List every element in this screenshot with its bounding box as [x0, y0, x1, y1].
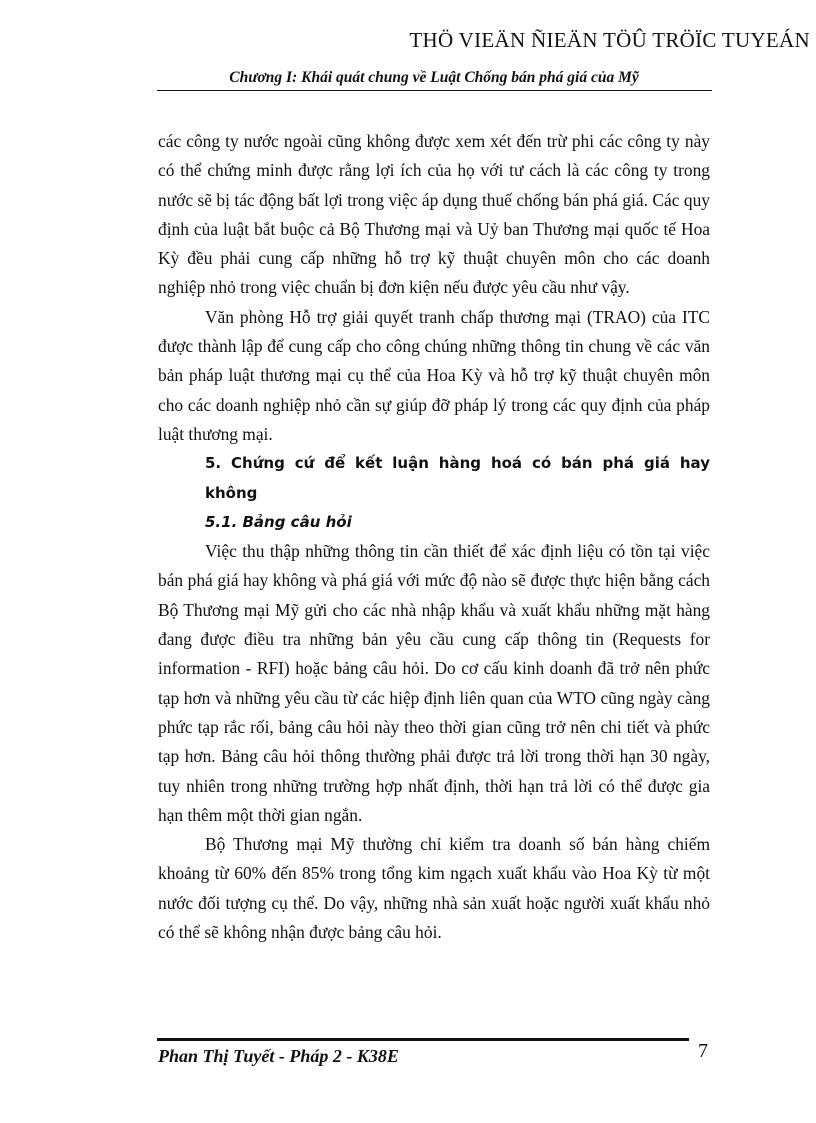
subsection-heading: 5.1. Bảng câu hỏi [205, 512, 352, 531]
paragraph-trao: Văn phòng Hỗ trợ giải quyết tranh chấp thương mại (TRAO) của ITC được thành lập để cung cấp cho công chúng những thông tin chung về các văn bản pháp luật thương mại cụ thể của Hoa Kỳ và hỗ trợ kỹ thuật chuyên môn cho các doanh nghiệp nhỏ cần sự giúp đỡ pháp lý trong các quy định của pháp luật thương mại. [158, 306, 710, 444]
header-divider [157, 90, 712, 91]
footer-divider [157, 1038, 689, 1041]
footer-author: Phan Thị Tuyết - Pháp 2 - K38E [158, 1046, 399, 1066]
section-heading: 5. Chứng cứ để kết luận hàng hoá có bán phá giá hay không [205, 454, 710, 502]
paragraph-continuation: các công ty nước ngoài cũng không được xem xét đến trừ phi các công ty này có thể chứng minh được rằng lợi ích của họ với tư cách là các công ty trong nước sẽ bị tác động bất lợi trong việc áp dụng thuế chống bán phá giá. Các quy định của luật bắt buộc cả Bộ Thương mại và Uỷ ban Thương mại quốc tế Hoa Kỳ đều phải cung cấp những hỗ trợ kỹ thuật chuyên môn cho các doanh nghiệp nhỏ trong việc chuẩn bị đơn kiện nếu được yêu cầu như vậy. [158, 131, 710, 298]
paragraph-questionnaire: Việc thu thập những thông tin cần thiết để xác định liệu có tồn tại việc bán phá giá hay không và phá giá với mức độ nào sẽ được thực hiện bằng cách Bộ Thương mại Mỹ gửi cho các nhà nhập khẩu và xuất khẩu những mặt hàng đang được điều tra những bản yêu cầu cung cấp thông tin (Requests for information - RFI) hoặc bảng câu hỏi. Do cơ cấu kinh doanh đã trở nên phức tạp hơn và những yêu cầu từ các hiệp định liên quan của WTO cũng ngày càng phức tạp rắc rối, bảng câu hỏi này theo thời gian cũng trở nên chi tiết và phức tạp hơn. Bảng câu hỏi thông thường phải được trả lời trong thời hạn 30 ngày, tuy nhiên trong những trường hợp nhất định, thời hạn trả lời có thể được gia hạn thêm một thời gian ngắn. [158, 541, 710, 825]
paragraph-sales-check: Bộ Thương mại Mỹ thường chỉ kiểm tra doanh số bán hàng chiếm khoảng từ 60% đến 85% trong tổng kim ngạch xuất khẩu vào Hoa Kỳ từ một nước đối tượng cụ thể. Do vậy, những nhà sản xuất hoặc người xuất khẩu nhỏ có thể sẽ không nhận được bảng câu hỏi. [158, 834, 710, 943]
site-watermark: THÖ VIEÄN ÑIEÄN TÖÛ TRÖÏC TUYEÁN [409, 28, 810, 52]
page-number: 7 [698, 1040, 708, 1062]
chapter-title: Chương I: Khái quát chung về Luật Chống bán phá giá của Mỹ [229, 69, 639, 86]
page-body [158, 127, 710, 947]
